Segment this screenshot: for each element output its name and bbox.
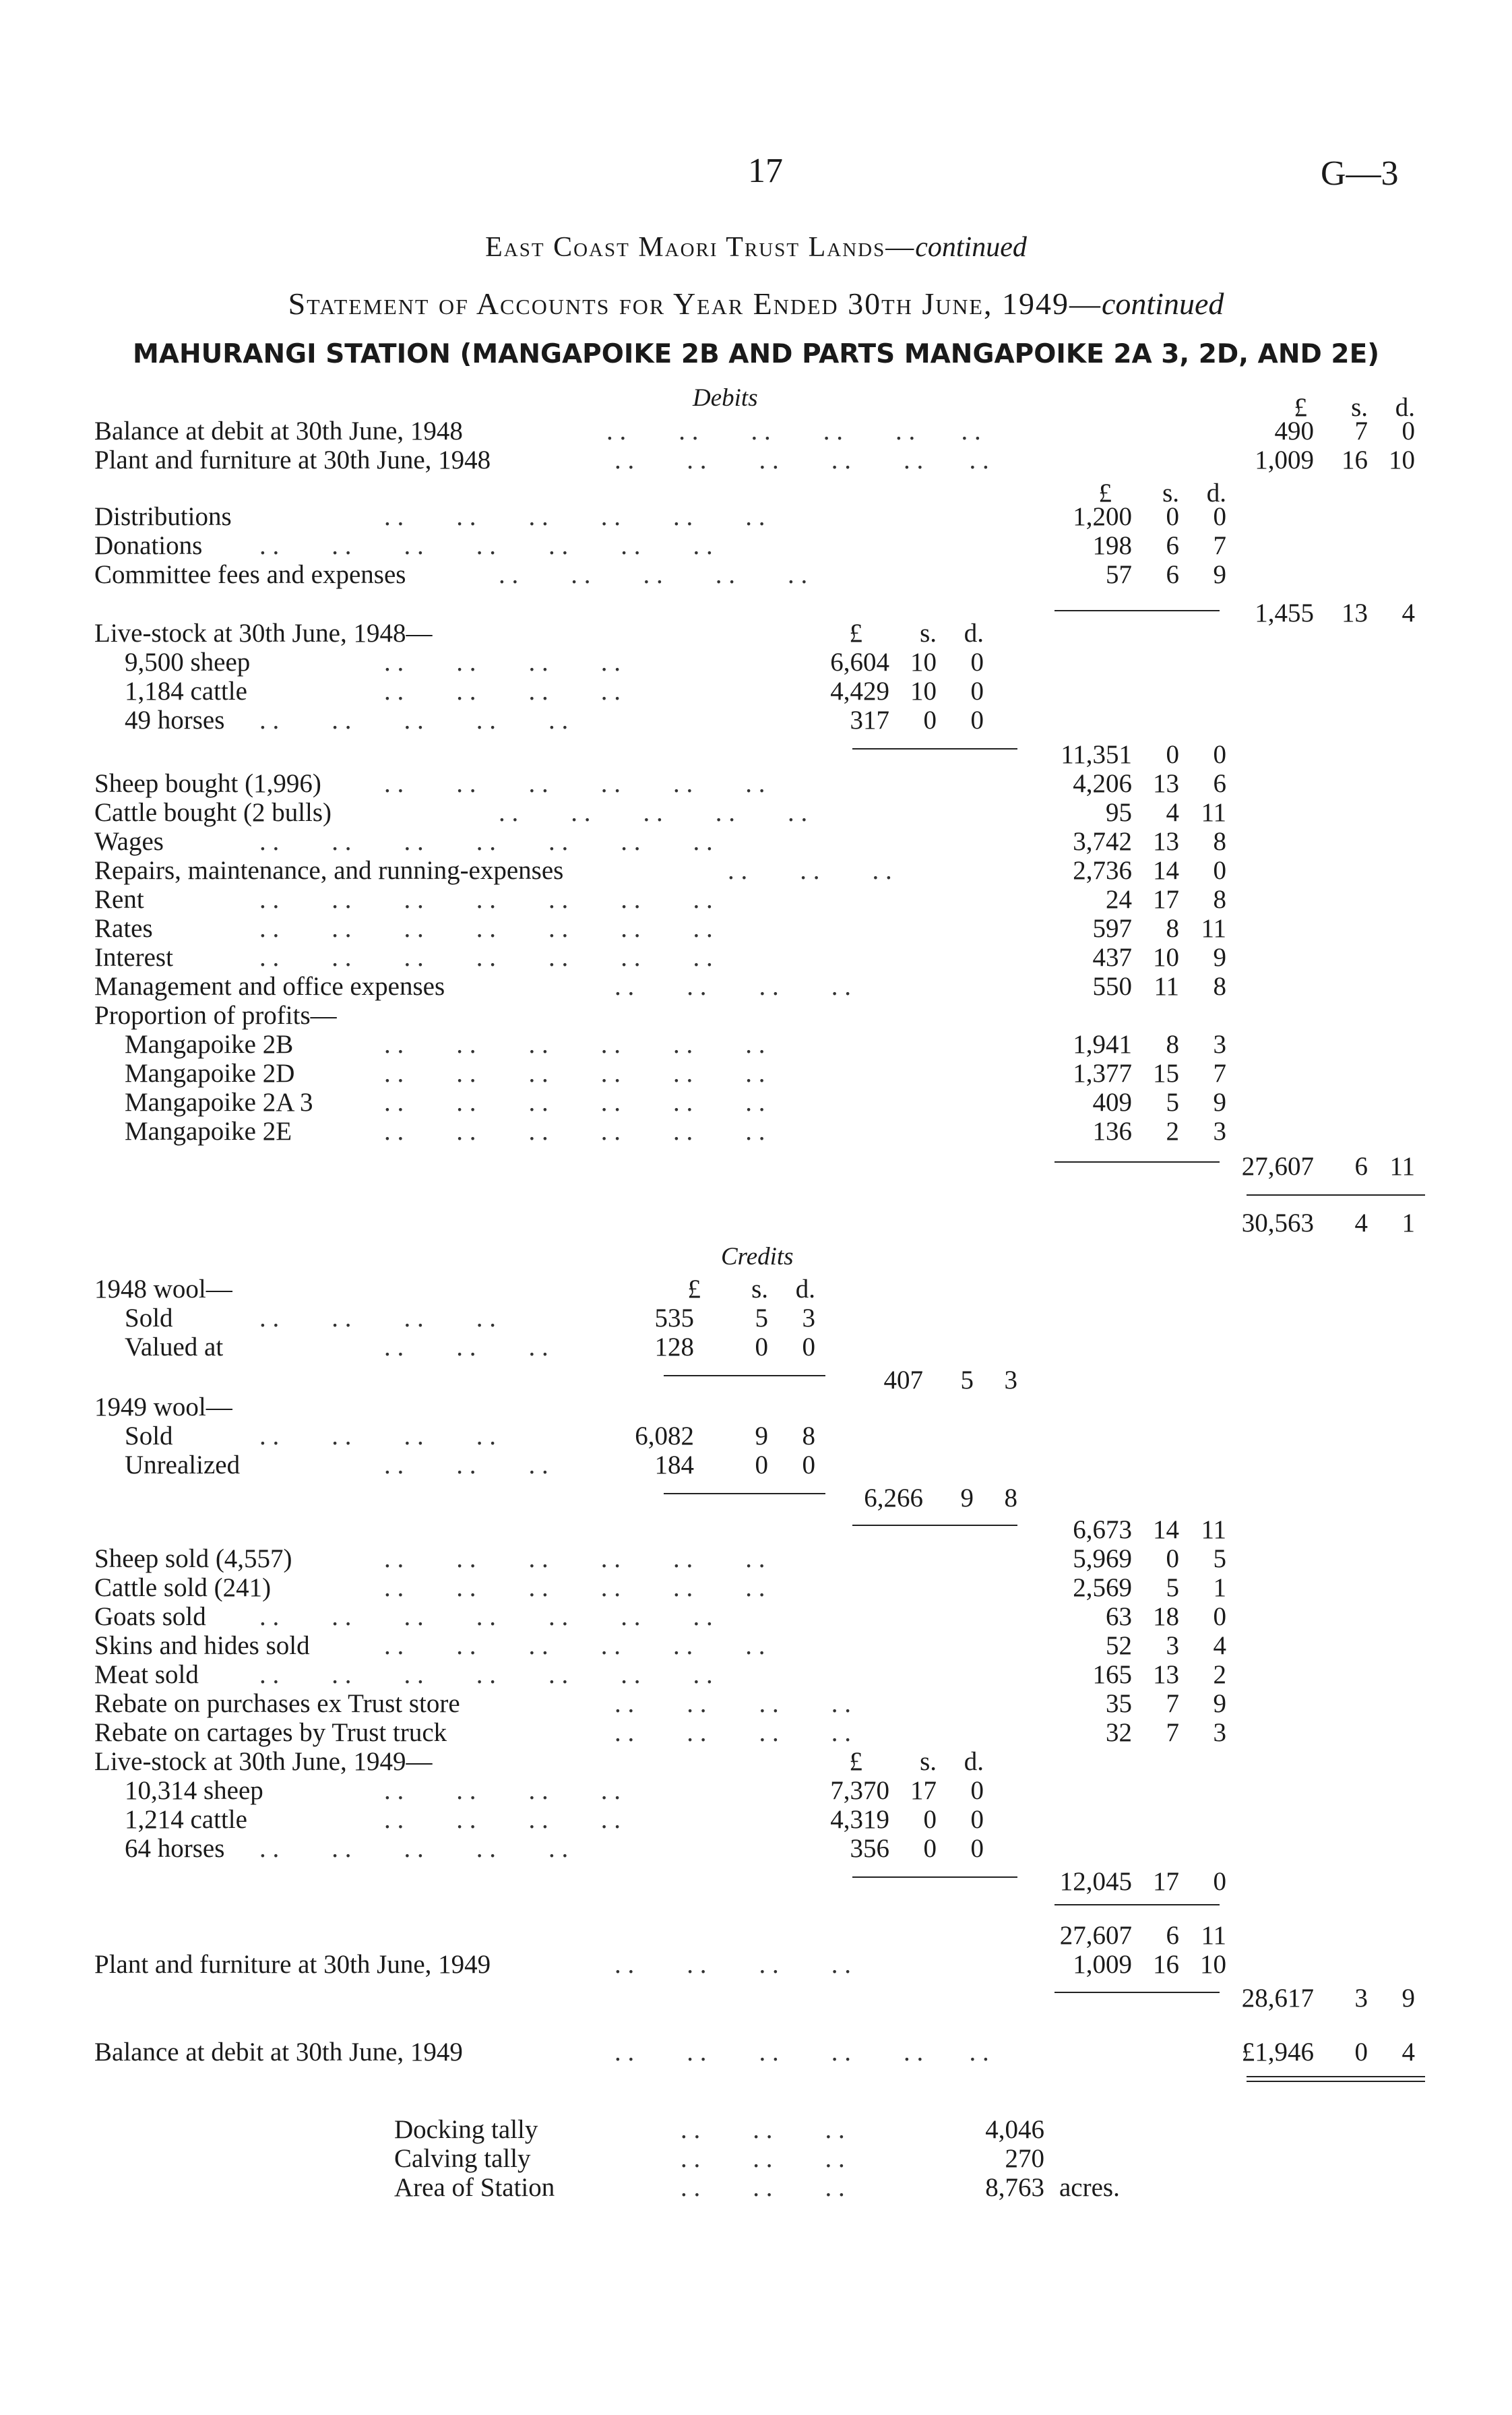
debit-plant-shillings: 16 bbox=[1342, 446, 1368, 475]
debit-profit-shillings: 15 bbox=[1153, 1059, 1179, 1088]
rule bbox=[852, 748, 1017, 750]
rule bbox=[664, 1375, 825, 1376]
debit-col-head-2-pence: d. bbox=[1206, 479, 1226, 508]
debit-item-shillings: 13 bbox=[1153, 827, 1179, 856]
credit-subtotal-pence: 9 bbox=[1401, 1984, 1415, 2013]
credit-livestock-pence: 0 bbox=[970, 1805, 984, 1834]
debit-livestock-sheep-pence: 0 bbox=[970, 648, 984, 677]
debit-committee-shillings: 6 bbox=[1166, 560, 1179, 589]
debit-item-pence: 8 bbox=[1213, 885, 1226, 914]
leader-dots: . . . . . . . . bbox=[384, 1805, 621, 1834]
debit-profit-pounds: 136 bbox=[1092, 1117, 1132, 1146]
credit-item-shillings: 7 bbox=[1166, 1718, 1179, 1747]
credit-wool-total-shillings: 14 bbox=[1153, 1515, 1179, 1544]
double-rule bbox=[1247, 2076, 1425, 2077]
leader-dots: . . . . . . . . . . . . bbox=[384, 1631, 765, 1660]
debit-livestock-cattle-shillings: 10 bbox=[910, 677, 937, 706]
credit-livestock-total-pence: 0 bbox=[1213, 1867, 1226, 1896]
leader-dots: . . . . . . bbox=[384, 1450, 548, 1479]
debit-item-pounds: 95 bbox=[1106, 798, 1132, 827]
leader-dots: . . . . . . . . . . . . . . bbox=[259, 1660, 713, 1689]
debit-col-head-2-shillings: s. bbox=[1162, 479, 1179, 508]
credit-col-head-1-pounds: £ bbox=[687, 1275, 701, 1304]
leader-dots: . . . . . . . . . . . . bbox=[615, 446, 989, 475]
credit-livestock-pounds: 7,370 bbox=[830, 1776, 889, 1805]
rule bbox=[852, 1525, 1017, 1526]
debit-item-label: Repairs, maintenance, and running-expenses bbox=[94, 856, 564, 885]
debit-balance-pence: 0 bbox=[1401, 417, 1415, 446]
debits-label: Debits bbox=[693, 384, 758, 412]
debit-donations-pounds: 198 bbox=[1092, 531, 1132, 560]
credit-col-head-2-pounds: £ bbox=[849, 1747, 862, 1776]
debit-livestock-sheep-label: 9,500 sheep bbox=[125, 648, 251, 677]
debit-profit-label: Mangapoike 2E bbox=[125, 1117, 292, 1146]
debit-profit-pence: 3 bbox=[1213, 1117, 1226, 1146]
debit-distributions-label: Distributions bbox=[94, 502, 232, 531]
leader-dots: . . . . . . . . bbox=[615, 1950, 851, 1979]
debit-plant-label: Plant and furniture at 30th June, 1948 bbox=[94, 446, 491, 475]
debit-item-pounds: 550 bbox=[1092, 972, 1132, 1001]
credit-livestock-label: 1,214 cattle bbox=[125, 1805, 247, 1834]
debit-subtotal-2-pounds: 27,607 bbox=[1241, 1152, 1314, 1181]
credit-item-label: Rebate on purchases ex Trust store bbox=[94, 1689, 460, 1718]
credit-item-shillings: 18 bbox=[1153, 1602, 1179, 1631]
debit-committee-pounds: 57 bbox=[1106, 560, 1132, 589]
debit-item-pounds: 4,206 bbox=[1073, 769, 1132, 798]
credits-label: Credits bbox=[721, 1243, 794, 1271]
credit-item-pounds: 32 bbox=[1106, 1718, 1132, 1747]
leader-dots: . . . . . . . . . . . . . . bbox=[259, 1602, 713, 1631]
debit-livestock-sheep-shillings: 10 bbox=[910, 648, 937, 677]
debit-item-label: Rates bbox=[94, 914, 153, 943]
rule bbox=[1247, 1194, 1425, 1196]
leader-dots: . . . . . . . . . . . . . . bbox=[259, 531, 713, 560]
debit-item-label: Sheep bought (1,996) bbox=[94, 769, 321, 798]
credit-wool-1948-pence: 0 bbox=[802, 1333, 815, 1362]
credit-item-shillings: 3 bbox=[1166, 1631, 1179, 1660]
debit-item-shillings: 14 bbox=[1153, 856, 1179, 885]
leader-dots: . . . . . . . . . . . . bbox=[384, 1088, 765, 1117]
debit-livestock-horses-pounds: 317 bbox=[850, 706, 889, 735]
debit-profit-shillings: 5 bbox=[1166, 1088, 1179, 1117]
credit-col-head-1-pence: d. bbox=[795, 1275, 815, 1304]
page-number: 17 bbox=[748, 152, 783, 190]
leader-dots: . . . . . . . . . . . . bbox=[384, 1544, 765, 1573]
debit-distributions-pounds: 1,200 bbox=[1073, 502, 1132, 531]
debit-profits-heading: Proportion of profits— bbox=[94, 1001, 337, 1030]
credit-balance-pounds: £1,946 bbox=[1241, 2038, 1314, 2067]
credit-item-pence: 3 bbox=[1213, 1718, 1226, 1747]
debit-col-head-3-pence: d. bbox=[964, 619, 984, 648]
header-line-1-main: East Coast Maori Trust Lands— bbox=[485, 232, 916, 263]
debit-profit-label: Mangapoike 2A 3 bbox=[125, 1088, 313, 1117]
leader-dots: . . . . . . . . . . bbox=[499, 798, 808, 827]
credit-item-shillings: 13 bbox=[1153, 1660, 1179, 1689]
debit-item-pounds: 437 bbox=[1092, 943, 1132, 972]
header-line-2-italic: continued bbox=[1101, 286, 1224, 321]
debit-balance-shillings: 7 bbox=[1354, 417, 1368, 446]
double-rule bbox=[1247, 2081, 1425, 2082]
credit-item-pounds: 63 bbox=[1106, 1602, 1132, 1631]
header-line-2-main: Statement of Accounts for Year Ended 30th June, 1949— bbox=[288, 286, 1102, 321]
leader-dots: . . . . . . . . . . bbox=[259, 706, 569, 735]
leader-dots: . . . . . . bbox=[728, 856, 892, 885]
debit-donations-pence: 7 bbox=[1213, 531, 1226, 560]
credit-wool-total-pounds: 6,673 bbox=[1073, 1515, 1132, 1544]
debit-item-pounds: 597 bbox=[1092, 914, 1132, 943]
debit-col-head-1-shillings: s. bbox=[1351, 393, 1368, 422]
credit-wool-1948-shillings: 0 bbox=[755, 1333, 768, 1362]
debit-subtotal-1-shillings: 13 bbox=[1342, 599, 1368, 628]
debit-balance-label: Balance at debit at 30th June, 1948 bbox=[94, 417, 463, 446]
leader-dots: . . . . . . . . . . bbox=[259, 1834, 569, 1863]
debit-col-head-3-pounds: £ bbox=[849, 619, 862, 648]
credit-wool-1949-total-pence: 8 bbox=[1004, 1484, 1017, 1512]
rule bbox=[1054, 1992, 1220, 1993]
credit-livestock-label: 64 horses bbox=[125, 1834, 225, 1863]
credit-wool-1949-pence: 8 bbox=[802, 1422, 815, 1450]
credit-wool-1949-shillings: 0 bbox=[755, 1450, 768, 1479]
credit-subtotal-pounds: 28,617 bbox=[1241, 1984, 1314, 2013]
credit-plant-pence: 10 bbox=[1200, 1950, 1226, 1979]
credit-item-shillings: 7 bbox=[1166, 1689, 1179, 1718]
leader-dots: . . . . . . . . bbox=[384, 1776, 621, 1805]
credit-col-head-2-pence: d. bbox=[964, 1747, 984, 1776]
leader-dots: . . . . . . . . . . . . . . bbox=[259, 827, 713, 856]
debit-item-pence: 9 bbox=[1213, 943, 1226, 972]
credit-item-pence: 5 bbox=[1213, 1544, 1226, 1573]
leader-dots: . . . . . . . . . . . . . . bbox=[259, 914, 713, 943]
debit-distributions-shillings: 0 bbox=[1166, 502, 1179, 531]
credit-livestock-shillings: 17 bbox=[910, 1776, 937, 1805]
debit-profit-pence: 9 bbox=[1213, 1088, 1226, 1117]
debit-subtotal-2-shillings: 6 bbox=[1354, 1152, 1368, 1181]
credit-plant-pounds: 1,009 bbox=[1073, 1950, 1132, 1979]
debit-profit-pounds: 1,941 bbox=[1073, 1030, 1132, 1059]
credit-wool-total-pence: 11 bbox=[1201, 1515, 1226, 1544]
debit-item-pence: 0 bbox=[1213, 856, 1226, 885]
credit-item-label: Goats sold bbox=[94, 1602, 206, 1631]
debit-item-label: Wages bbox=[94, 827, 164, 856]
leader-dots: . . . . . . . . bbox=[384, 648, 621, 677]
leader-dots: . . . . . . bbox=[681, 2115, 845, 2144]
credit-livestock-label: 10,314 sheep bbox=[125, 1776, 263, 1805]
credit-wool-1949-total-shillings: 9 bbox=[960, 1484, 974, 1512]
debit-livestock-cattle-pence: 0 bbox=[970, 677, 984, 706]
debit-item-shillings: 10 bbox=[1153, 943, 1179, 972]
debit-profit-shillings: 2 bbox=[1166, 1117, 1179, 1146]
debit-profit-shillings: 8 bbox=[1166, 1030, 1179, 1059]
debit-profit-pounds: 1,377 bbox=[1073, 1059, 1132, 1088]
credit-wool-1949-label: Sold bbox=[125, 1422, 173, 1450]
debit-grand-total-pounds: 30,563 bbox=[1241, 1209, 1314, 1237]
debit-plant-pence: 10 bbox=[1389, 446, 1415, 475]
header-line-1 bbox=[0, 233, 1512, 262]
debit-item-label: Rent bbox=[94, 885, 144, 914]
debit-livestock-horses-pence: 0 bbox=[970, 706, 984, 735]
debit-item-pounds: 3,742 bbox=[1073, 827, 1132, 856]
leader-dots: . . . . . . . . bbox=[615, 972, 851, 1001]
credit-livestock-pence: 0 bbox=[970, 1834, 984, 1863]
debit-livestock-horses-shillings: 0 bbox=[923, 706, 937, 735]
leader-dots: . . . . . . . . bbox=[259, 1304, 496, 1333]
credit-carried-shillings: 6 bbox=[1166, 1921, 1179, 1950]
debit-committee-label: Committee fees and expenses bbox=[94, 560, 406, 589]
debit-col-head-2-pounds: £ bbox=[1098, 479, 1112, 508]
rule bbox=[1054, 610, 1220, 611]
debit-profit-pence: 3 bbox=[1213, 1030, 1226, 1059]
rule bbox=[664, 1493, 825, 1494]
credit-subtotal-shillings: 3 bbox=[1354, 1984, 1368, 2013]
header-line-3: MAHURANGI STATION (MANGAPOIKE 2B AND PARTS MANGAPOIKE 2A 3, 2D, AND 2E) bbox=[132, 339, 1380, 369]
leader-dots: . . . . . . . . . . . . bbox=[606, 417, 981, 446]
tally-unit: acres. bbox=[1059, 2173, 1120, 2202]
credit-col-head-1-shillings: s. bbox=[751, 1275, 768, 1304]
credit-item-label: Rebate on cartages by Trust truck bbox=[94, 1718, 447, 1747]
tally-value: 270 bbox=[1005, 2144, 1044, 2173]
debit-balance-pounds: 490 bbox=[1274, 417, 1314, 446]
leader-dots: . . . . . . . . bbox=[384, 677, 621, 706]
leader-dots: . . . . . . . . . . . . . . bbox=[259, 943, 713, 972]
credit-wool-1948-shillings: 5 bbox=[755, 1304, 768, 1333]
credit-item-label: Sheep sold (4,557) bbox=[94, 1544, 292, 1573]
credit-plant-shillings: 16 bbox=[1153, 1950, 1179, 1979]
debit-col-head-1-pounds: £ bbox=[1294, 393, 1307, 422]
debit-donations-label: Donations bbox=[94, 531, 203, 560]
credit-livestock-total-shillings: 17 bbox=[1153, 1867, 1179, 1896]
debit-item-pence: 8 bbox=[1213, 972, 1226, 1001]
credit-wool-1949-total-pounds: 6,266 bbox=[864, 1484, 923, 1512]
debit-subtotal-1-pence: 4 bbox=[1401, 599, 1415, 628]
debit-distributions-pence: 0 bbox=[1213, 502, 1226, 531]
credit-item-pence: 0 bbox=[1213, 1602, 1226, 1631]
debit-col-head-1-pence: d. bbox=[1395, 393, 1415, 422]
credit-livestock-shillings: 0 bbox=[923, 1834, 937, 1863]
credit-livestock-shillings: 0 bbox=[923, 1805, 937, 1834]
credit-item-pence: 9 bbox=[1213, 1689, 1226, 1718]
credit-item-pence: 4 bbox=[1213, 1631, 1226, 1660]
credit-wool-1949-heading: 1949 wool— bbox=[94, 1393, 232, 1422]
debit-item-shillings: 17 bbox=[1153, 885, 1179, 914]
credit-carried-pounds: 27,607 bbox=[1059, 1921, 1132, 1950]
debit-livestock-cattle-label: 1,184 cattle bbox=[125, 677, 247, 706]
debit-livestock-total-pounds: 11,351 bbox=[1061, 740, 1132, 769]
debit-livestock-total-pence: 0 bbox=[1213, 740, 1226, 769]
debit-item-shillings: 13 bbox=[1153, 769, 1179, 798]
leader-dots: . . . . . . . . . . . . . . bbox=[259, 885, 713, 914]
debit-profit-label: Mangapoike 2B bbox=[125, 1030, 294, 1059]
credit-wool-1949-pence: 0 bbox=[802, 1450, 815, 1479]
credit-item-label: Meat sold bbox=[94, 1660, 199, 1689]
credit-col-head-2-shillings: s. bbox=[920, 1747, 937, 1776]
credit-wool-1948-pence: 3 bbox=[802, 1304, 815, 1333]
credit-item-shillings: 5 bbox=[1166, 1573, 1179, 1602]
credit-item-label: Skins and hides sold bbox=[94, 1631, 310, 1660]
report-code: G—3 bbox=[1321, 154, 1399, 193]
credit-livestock-total-pounds: 12,045 bbox=[1059, 1867, 1132, 1896]
leader-dots: . . . . . . . . bbox=[615, 1718, 851, 1747]
debit-livestock-horses-label: 49 horses bbox=[125, 706, 225, 735]
credit-wool-1948-pounds: 128 bbox=[654, 1333, 694, 1362]
debit-livestock-total-shillings: 0 bbox=[1166, 740, 1179, 769]
debit-profit-pounds: 409 bbox=[1092, 1088, 1132, 1117]
credit-item-pounds: 2,569 bbox=[1073, 1573, 1132, 1602]
debit-item-pounds: 24 bbox=[1106, 885, 1132, 914]
debit-item-label: Cattle bought (2 bulls) bbox=[94, 798, 332, 827]
debit-livestock-cattle-pounds: 4,429 bbox=[830, 677, 889, 706]
credit-wool-1948-total-pence: 3 bbox=[1004, 1366, 1017, 1395]
debit-plant-pounds: 1,009 bbox=[1255, 446, 1314, 475]
credit-item-pounds: 35 bbox=[1106, 1689, 1132, 1718]
debit-col-head-3-shillings: s. bbox=[920, 619, 937, 648]
leader-dots: . . . . . . bbox=[681, 2144, 845, 2173]
rule bbox=[852, 1876, 1017, 1878]
header-line-1-italic: continued bbox=[915, 232, 1027, 263]
credit-item-pence: 1 bbox=[1213, 1573, 1226, 1602]
debit-livestock-heading: Live-stock at 30th June, 1948— bbox=[94, 619, 433, 648]
debit-livestock-sheep-pounds: 6,604 bbox=[830, 648, 889, 677]
credit-wool-1949-shillings: 9 bbox=[755, 1422, 768, 1450]
credit-wool-1949-pounds: 184 bbox=[654, 1450, 694, 1479]
debit-item-shillings: 11 bbox=[1154, 972, 1179, 1001]
credit-wool-1948-pounds: 535 bbox=[654, 1304, 694, 1333]
credit-item-shillings: 0 bbox=[1166, 1544, 1179, 1573]
leader-dots: . . . . . . . . bbox=[615, 1689, 851, 1718]
credit-livestock-pounds: 4,319 bbox=[830, 1805, 889, 1834]
debit-item-pence: 8 bbox=[1213, 827, 1226, 856]
tally-label: Area of Station bbox=[394, 2173, 555, 2202]
header-line-2 bbox=[0, 288, 1512, 319]
leader-dots: . . . . . . . . . . bbox=[499, 560, 808, 589]
credit-balance-shillings: 0 bbox=[1354, 2038, 1368, 2067]
credit-item-pounds: 5,969 bbox=[1073, 1544, 1132, 1573]
debit-item-pounds: 2,736 bbox=[1073, 856, 1132, 885]
credit-carried-pence: 11 bbox=[1201, 1921, 1226, 1950]
tally-label: Calving tally bbox=[394, 2144, 531, 2173]
credit-plant-label: Plant and furniture at 30th June, 1949 bbox=[94, 1950, 491, 1979]
leader-dots: . . . . . . . . . . . . bbox=[384, 1117, 765, 1146]
credit-livestock-pounds: 356 bbox=[850, 1834, 889, 1863]
debit-item-pence: 11 bbox=[1201, 798, 1226, 827]
debit-item-pence: 6 bbox=[1213, 769, 1226, 798]
leader-dots: . . . . . . . . . . . . bbox=[384, 1059, 765, 1088]
debit-grand-total-shillings: 4 bbox=[1354, 1209, 1368, 1237]
debit-item-pence: 11 bbox=[1201, 914, 1226, 943]
credit-balance-label: Balance at debit at 30th June, 1949 bbox=[94, 2038, 463, 2067]
credit-item-pounds: 52 bbox=[1106, 1631, 1132, 1660]
tally-value: 4,046 bbox=[985, 2115, 1044, 2144]
credit-wool-1948-total-shillings: 5 bbox=[960, 1366, 974, 1395]
credit-wool-1948-label: Valued at bbox=[125, 1333, 224, 1362]
credit-livestock-heading: Live-stock at 30th June, 1949— bbox=[94, 1747, 433, 1776]
debit-profit-label: Mangapoike 2D bbox=[125, 1059, 295, 1088]
credit-livestock-pence: 0 bbox=[970, 1776, 984, 1805]
credit-balance-pence: 4 bbox=[1401, 2038, 1415, 2067]
debit-grand-total-pence: 1 bbox=[1401, 1209, 1415, 1237]
debit-item-label: Interest bbox=[94, 943, 173, 972]
rule bbox=[1054, 1161, 1220, 1163]
credit-wool-1948-label: Sold bbox=[125, 1304, 173, 1333]
debit-subtotal-1-pounds: 1,455 bbox=[1255, 599, 1314, 628]
debit-item-label: Management and office expenses bbox=[94, 972, 445, 1001]
credit-wool-1949-label: Unrealized bbox=[125, 1450, 241, 1479]
leader-dots: . . . . . . . . . . . . bbox=[384, 502, 765, 531]
leader-dots: . . . . . . . . . . . . bbox=[384, 1573, 765, 1602]
leader-dots: . . . . . . . . bbox=[259, 1422, 496, 1450]
debit-item-shillings: 8 bbox=[1166, 914, 1179, 943]
tally-label: Docking tally bbox=[394, 2115, 538, 2144]
leader-dots: . . . . . . bbox=[384, 1333, 548, 1362]
credit-item-pounds: 165 bbox=[1092, 1660, 1132, 1689]
credit-item-pence: 2 bbox=[1213, 1660, 1226, 1689]
debit-subtotal-2-pence: 11 bbox=[1389, 1152, 1415, 1181]
leader-dots: . . . . . . bbox=[681, 2173, 845, 2202]
credit-item-label: Cattle sold (241) bbox=[94, 1573, 272, 1602]
debit-item-shillings: 4 bbox=[1166, 798, 1179, 827]
leader-dots: . . . . . . . . . . . . bbox=[384, 1030, 765, 1059]
leader-dots: . . . . . . . . . . . . bbox=[615, 2038, 989, 2067]
debit-committee-pence: 9 bbox=[1213, 560, 1226, 589]
leader-dots: . . . . . . . . . . . . bbox=[384, 769, 765, 798]
rule bbox=[1054, 1904, 1220, 1905]
tally-value: 8,763 bbox=[985, 2173, 1044, 2202]
debit-profit-pence: 7 bbox=[1213, 1059, 1226, 1088]
credit-wool-1948-total-pounds: 407 bbox=[883, 1366, 923, 1395]
credit-wool-1948-heading: 1948 wool— bbox=[94, 1275, 232, 1304]
debit-donations-shillings: 6 bbox=[1166, 531, 1179, 560]
credit-wool-1949-pounds: 6,082 bbox=[635, 1422, 694, 1450]
